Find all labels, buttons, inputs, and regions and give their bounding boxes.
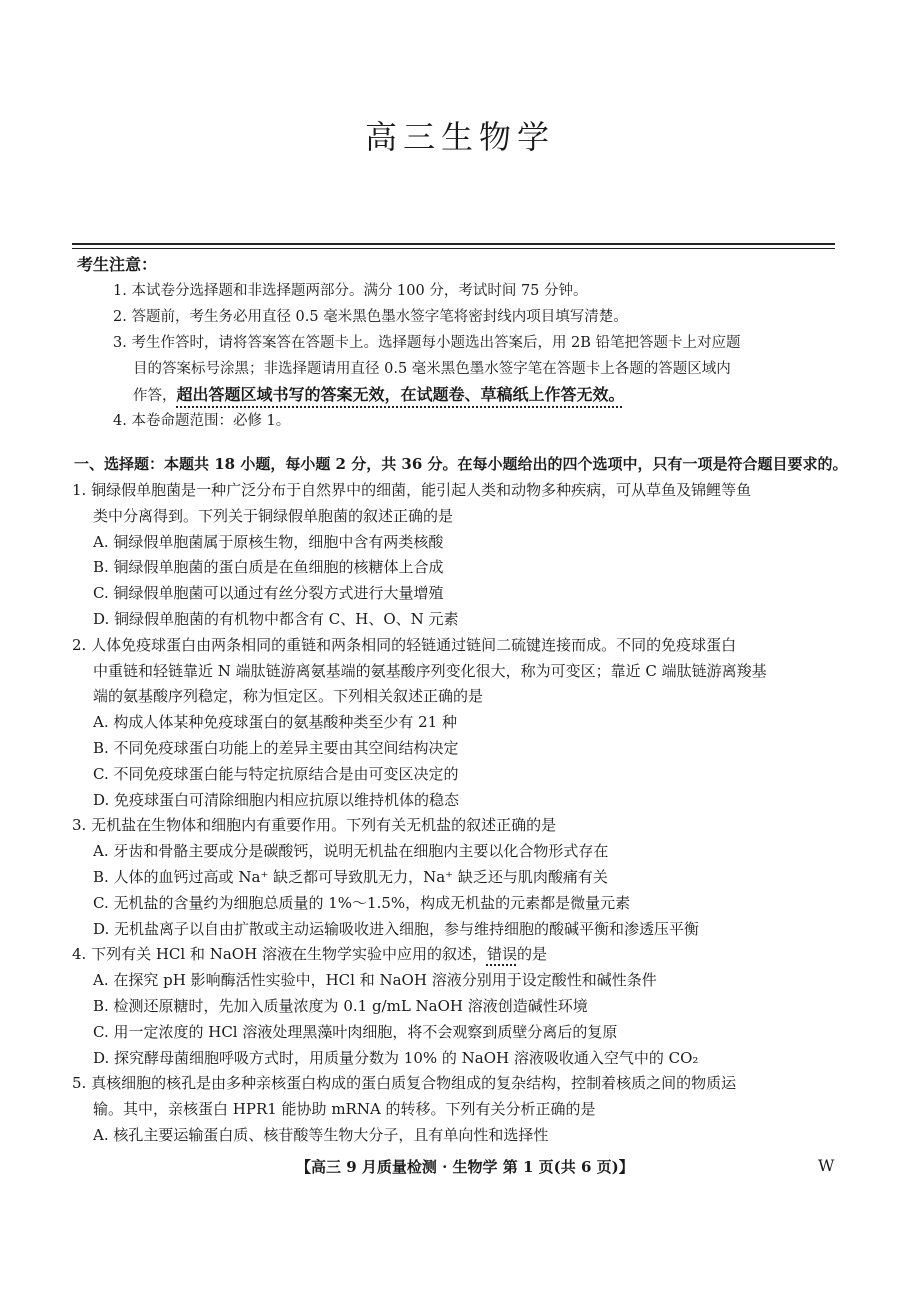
- question-stem: 5. 真核细胞的核孔是由多种亲核蛋白构成的蛋白质复合物组成的复杂结构，控制着核质之间的物质运: [72, 1074, 737, 1093]
- notice-item-cont: [77, 382, 837, 408]
- notice-box: [77, 252, 837, 434]
- question-stem: 2. 人体免疫球蛋白由两条相同的重链和两条相同的轻链通过链间二硫键连接而成。不同的免疫球蛋白: [72, 635, 737, 654]
- emphasized-word: 错误: [486, 945, 517, 964]
- stem-text: 的是: [516, 945, 547, 964]
- option-c: C. 不同免疫球蛋白能与特定抗原结合是由可变区决定的: [93, 764, 459, 783]
- question-stem-cont: 中重链和轻链靠近 N 端肽链游离氨基端的氨基酸序列变化很大，称为可变区；靠近 C 端肽链游离羧基: [93, 661, 767, 680]
- option-c: C. 铜绿假单胞菌可以通过有丝分裂方式进行大量增殖: [93, 584, 444, 603]
- option-c: C. 无机盐的含量约为细胞总质量的 1%～1.5%，构成无机盐的元素都是微量元素: [93, 893, 631, 912]
- question-stem-cont: 输。其中，亲核蛋白 HPR1 能协助 mRNA 的转移。下列有关分析正确的是: [93, 1100, 596, 1119]
- question-area: [72, 452, 848, 1149]
- option-d: D. 铜绿假单胞菌的有机物中都含有 C、H、O、N 元素: [93, 609, 459, 628]
- option-b: B. 检测还原糖时，先加入质量浓度为 0.1 g/mL NaOH 溶液创造碱性环境: [93, 996, 588, 1015]
- option-a: A. 核孔主要运输蛋白质、核苷酸等生物大分子，且有单向性和选择性: [93, 1125, 549, 1144]
- option-b: B. 不同免疫球蛋白功能上的差异主要由其空间结构决定: [93, 738, 459, 757]
- divider-thin: [72, 248, 835, 249]
- option-c: C. 用一定浓度的 HCl 溶液处理黑藻叶肉细胞，将不会观察到质壁分离后的复原: [93, 1022, 618, 1041]
- notice-item: 3. 考生作答时，请将答案答在答题卡上。选择题每小题选出答案后，用 2B 铅笔把答题卡上对应题: [113, 335, 741, 351]
- page-footer: 【高三 9 月质量检测 · 生物学 第 1 页(共 6 页)】: [296, 1158, 634, 1176]
- option-b: B. 铜绿假单胞菌的蛋白质是在鱼细胞的核糖体上合成: [93, 558, 444, 577]
- version-code: W: [818, 1156, 835, 1175]
- notice-item-prefix: 作答，: [133, 388, 177, 404]
- question-stem: 3. 无机盐在生物体和细胞内有重要作用。下列有关无机盐的叙述正确的是: [72, 816, 557, 835]
- stem-text: 4. 下列有关 HCl 和 NaOH 溶液在生物学实验中应用的叙述，: [72, 945, 487, 964]
- notice-item: 2. 答题前，考生务必用直径 0.5 毫米黑色墨水签字笔将密封线内项目填写清楚。: [113, 309, 628, 325]
- question-stem-cont: 端的氨基酸序列稳定，称为恒定区。下列相关叙述正确的是: [93, 687, 484, 706]
- option-a: A. 在探究 pH 影响酶活性实验中，HCl 和 NaOH 溶液分别用于设定酸性和碱性条件: [93, 971, 657, 990]
- notice-item: 1. 本试卷分选择题和非选择题两部分。满分 100 分，考试时间 75 分钟。: [113, 283, 588, 299]
- question-stem: 1. 铜绿假单胞菌是一种广泛分布于自然界中的细菌，能引起人类和动物多种疾病，可从草鱼及锦鲤等鱼: [72, 481, 752, 499]
- option-d: D. 探究酵母菌细胞呼吸方式时，用质量分数为 10% 的 NaOH 溶液吸收通入空气中的 CO₂: [93, 1048, 699, 1067]
- divider-thick: [72, 243, 835, 245]
- option-a: A. 牙齿和骨骼主要成分是碳酸钙，说明无机盐在细胞内主要以化合物形式存在: [93, 842, 609, 861]
- emphasized-warning: 超出答题区域书写的答案无效，在试题卷、草稿纸上作答无效。: [176, 385, 625, 404]
- page-title: 高三生物学: [364, 118, 555, 156]
- option-a: A. 铜绿假单胞菌属于原核生物，细胞中含有两类核酸: [93, 532, 444, 551]
- notice-item: 4. 本卷命题范围：必修 1。: [113, 413, 291, 429]
- option-b: B. 人体的血钙过高或 Na⁺ 缺乏都可导致肌无力，Na⁺ 缺乏还与肌肉酸痛有关: [93, 867, 608, 886]
- option-d: D. 无机盐离子以自由扩散或主动运输吸收进入细胞，参与维持细胞的酸碱平衡和渗透压平衡: [93, 919, 700, 938]
- question-stem-cont: 类中分离得到。下列关于铜绿假单胞菌的叙述正确的是: [93, 506, 454, 525]
- question-stem: [72, 942, 842, 968]
- notice-item-cont: 目的答案标号涂黑；非选择题请用直径 0.5 毫米黑色墨水签字笔在答题卡上各题的答题区域内: [133, 361, 731, 377]
- option-d: D. 免疫球蛋白可清除细胞内相应抗原以维持机体的稳态: [93, 790, 460, 809]
- option-a: A. 构成人体某种免疫球蛋白的氨基酸种类至少有 21 种: [93, 713, 457, 732]
- notice-heading: 考生注意：: [77, 255, 158, 274]
- section-heading: 一、选择题：本题共 18 小题，每小题 2 分，共 36 分。在每小题给出的四个选项中，只有一项是符合题目要求的。: [74, 455, 848, 473]
